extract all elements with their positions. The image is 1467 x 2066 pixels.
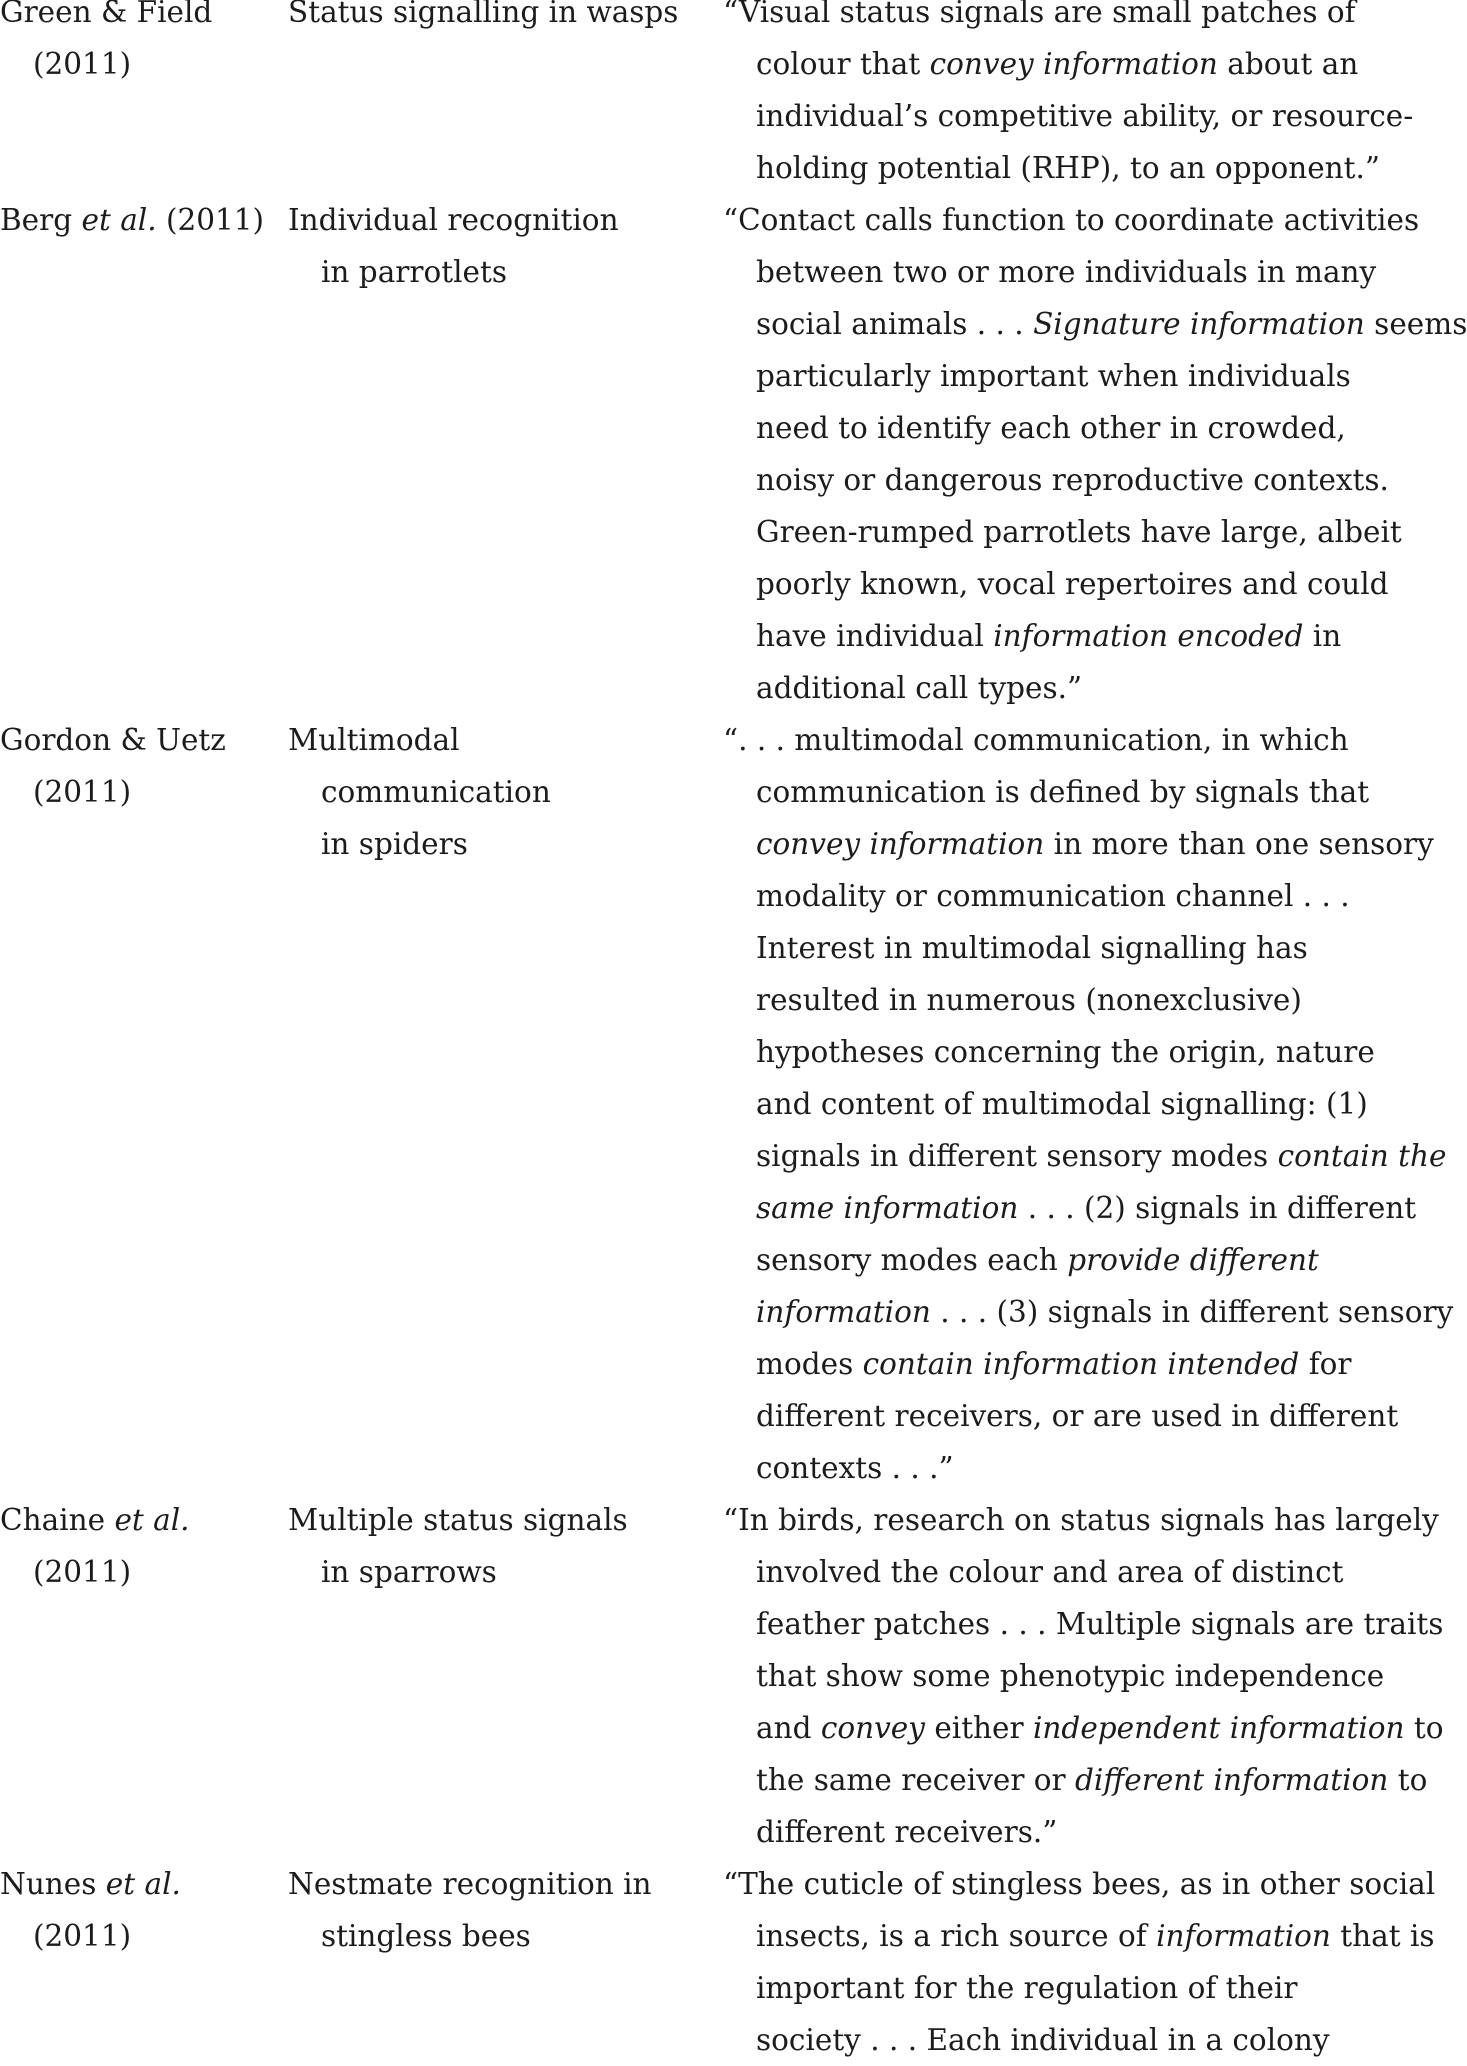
row-authors-line: (2011) xyxy=(33,1555,132,1589)
row-quote-line: information . . . (3) signals in different sensory xyxy=(756,1295,1454,1329)
row-quote-line: different receivers.” xyxy=(756,1815,1058,1849)
table-row xyxy=(0,1858,1436,2066)
row-quote-line: holding potential (RHP), to an opponent.” xyxy=(756,151,1380,185)
row-quote-line: communication is defined by signals that xyxy=(756,775,1370,809)
row-topic-line: Status signalling in wasps xyxy=(288,0,679,29)
row-authors-line: (2011) xyxy=(33,47,132,81)
row-quote-line: contexts . . .” xyxy=(756,1451,954,1485)
row-authors-line: Green & Field xyxy=(0,0,213,29)
row-quote xyxy=(723,194,1467,714)
row-authors-line: Nunes et al. xyxy=(0,1867,181,1901)
row-authors-line: (2011) xyxy=(33,1919,132,1953)
row-quote-line: noisy or dangerous reproductive contexts. xyxy=(756,463,1389,497)
row-topic-line: Nestmate recognition in xyxy=(288,1867,652,1901)
table-row xyxy=(0,714,1454,1494)
row-quote-line: that show some phenotypic independence xyxy=(756,1659,1385,1693)
row-topic-line: in parrotlets xyxy=(321,255,507,289)
row-quote-line: modes contain information intended for xyxy=(756,1347,1352,1381)
row-quote-line: particularly important when individuals xyxy=(756,359,1351,393)
row-quote-line: feather patches . . . Multiple signals are traits xyxy=(756,1607,1444,1641)
row-quote-line: “. . . multimodal communication, in which xyxy=(723,723,1349,757)
row-quote-line: social animals . . . Signature information seems xyxy=(756,307,1467,341)
row-topic xyxy=(288,714,723,870)
row-authors-line: Berg et al. (2011) xyxy=(0,203,265,237)
row-quote-line: different receivers, or are used in different xyxy=(756,1399,1399,1433)
row-quote-line: modality or communication channel . . . xyxy=(756,879,1350,913)
row-topic-line: Multiple status signals xyxy=(288,1503,628,1537)
table-row xyxy=(0,194,1467,714)
row-authors xyxy=(0,1494,288,1598)
row-quote xyxy=(723,1494,1444,1858)
row-quote-line: convey information in more than one sensory xyxy=(756,827,1434,861)
row-authors xyxy=(0,1858,288,1962)
row-quote-line: insects, is a rich source of information that is xyxy=(756,1919,1435,1953)
row-quote-line: involved the colour and area of distinct xyxy=(756,1555,1344,1589)
row-topic-line: communication xyxy=(321,775,551,809)
row-quote-line: Interest in multimodal signalling has xyxy=(756,931,1308,965)
row-quote-line: colour that convey information about an xyxy=(756,47,1359,81)
row-quote xyxy=(723,714,1454,1494)
row-topic-line: Multimodal xyxy=(288,723,460,757)
row-quote-line: “Visual status signals are small patches of xyxy=(723,0,1356,29)
row-topic xyxy=(288,1858,723,1962)
row-quote-line: “Contact calls function to coordinate activities xyxy=(723,203,1420,237)
row-quote xyxy=(723,0,1420,194)
row-authors xyxy=(0,714,288,818)
row-topic xyxy=(288,0,723,38)
row-quote-line: individual’s competitive ability, or resource- xyxy=(756,99,1414,133)
row-quote-line: resulted in numerous (nonexclusive) xyxy=(756,983,1302,1017)
row-authors-line: (2011) xyxy=(33,775,132,809)
row-topic-line: in spiders xyxy=(321,827,468,861)
row-quote-line: between two or more individuals in many xyxy=(756,255,1377,289)
row-quote-line: the same receiver or different information to xyxy=(756,1763,1428,1797)
row-topic-line: in sparrows xyxy=(321,1555,497,1589)
row-topic xyxy=(288,194,723,298)
row-quote-line: society . . . Each individual in a colony xyxy=(756,2023,1330,2057)
row-quote-line: need to identify each other in crowded, xyxy=(756,411,1346,445)
row-quote-line: “In birds, research on status signals has largely xyxy=(723,1503,1439,1537)
row-quote-line: additional call types.” xyxy=(756,671,1083,705)
row-quote-line: hypotheses concerning the origin, nature xyxy=(756,1035,1375,1069)
row-quote-line: same information . . . (2) signals in different xyxy=(756,1191,1417,1225)
row-quote-line: important for the regulation of their xyxy=(756,1971,1298,2005)
row-quote-line: signals in different sensory modes contain the xyxy=(756,1139,1447,1173)
row-authors xyxy=(0,194,288,246)
row-quote-line: and convey either independent information to xyxy=(756,1711,1444,1745)
row-authors xyxy=(0,0,288,90)
table-row xyxy=(0,0,1420,194)
table-row xyxy=(0,1494,1444,1858)
row-quote-line: poorly known, vocal repertoires and could xyxy=(756,567,1389,601)
row-quote-line: “The cuticle of stingless bees, as in other social xyxy=(723,1867,1436,1901)
row-topic-line: stingless bees xyxy=(321,1919,531,1953)
row-topic xyxy=(288,1494,723,1598)
row-quote-line: have individual information encoded in xyxy=(756,619,1342,653)
row-quote xyxy=(723,1858,1436,2066)
row-authors-line: Gordon & Uetz xyxy=(0,723,226,757)
row-authors-line: Chaine et al. xyxy=(0,1503,190,1537)
row-topic-line: Individual recognition xyxy=(288,203,619,237)
row-quote-line: Green-rumped parrotlets have large, albeit xyxy=(756,515,1402,549)
row-quote-line: and content of multimodal signalling: (1) xyxy=(756,1087,1368,1121)
row-quote-line: sensory modes each provide different xyxy=(756,1243,1319,1277)
